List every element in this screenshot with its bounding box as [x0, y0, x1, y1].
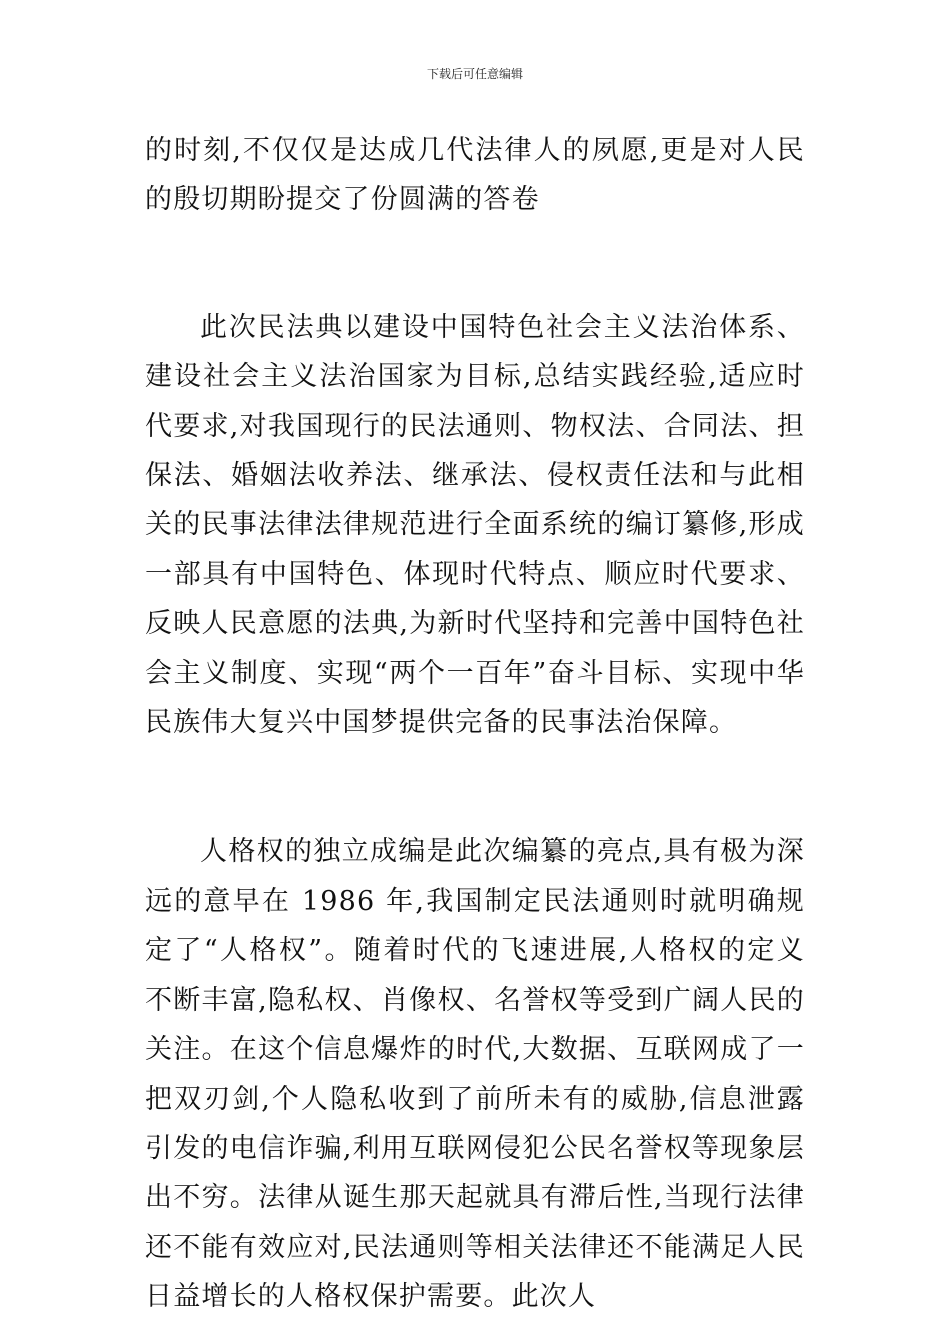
page-header: 下载后可任意编辑 [426, 67, 523, 81]
document-body [145, 126, 805, 1322]
paragraph-continuation: 的时刻,不仅仅是达成几代法律人的夙愿,更是对人民的殷切期盼提交了份圆满的答卷 [145, 135, 805, 216]
paragraph-civil-code-goals: 此次民法典以建设中国特色社会主义法治体系、建设社会主义法治国家为目标,总结实践经验,适应时代要求,对我国现行的民法通则、物权法、合同法、担保法、婚姻法收养法、继承法、侵权责任法和与此相关的民事法律法律规范进行全面系统的编订纂修,形成一部具有中国特色、体现时代特点、顺应时代要求、反映人民意愿的法典,为新时代坚持和完善中国特色社会主义制度、实现“两个一百年”奋斗目标、实现中华民族伟大复兴中国梦提供完备的民事法治保障。 [145, 311, 805, 739]
paragraph-spacer [145, 747, 805, 827]
paragraph-spacer [145, 225, 805, 303]
paragraph-personality-rights: 人格权的独立成编是此次编纂的亮点,具有极为深远的意早在 1986 年,我国制定民法通则时就明确规定了“人格权”。随着时代的飞速进展,人格权的定义不断丰富,隐私权、肖像权、名誉权等受到广阔人民的关注。在这个信息爆炸的时代,大数据、互联网成了一把双刃剑,个人隐私收到了前所未有的威胁,信息泄露引发的电信诈骗,利用互联网侵犯公民名誉权等现象层出不穷。法律从诞生那天起就具有滞后性,当现行法律还不能有效应对,民法通则等相关法律还不能满足人民日益增长的人格权保护需要。此次人 [145, 836, 805, 1313]
